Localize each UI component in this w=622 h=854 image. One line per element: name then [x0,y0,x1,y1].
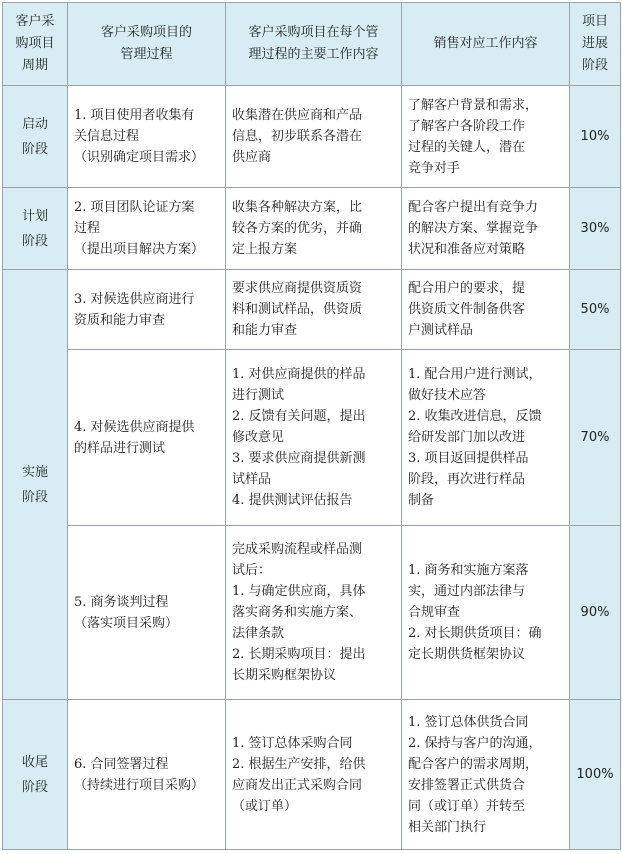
stage-cell-implement: 实施 阶段 [3,270,68,700]
header-progress: 项目 进展 阶段 [570,3,621,86]
stage-cell-close: 收尾 阶段 [3,700,68,850]
header-cycle: 客户采 购项目 周期 [3,3,68,86]
sales-cell: 配合用户的要求，提 供资质文件制备供客 户测试样品 [402,270,570,350]
table-row [3,86,621,188]
progress-cell: 10% [570,86,621,188]
process-cell: 4. 对候选供应商提供 的样品进行测试 [68,350,226,526]
header-sales: 销售对应工作内容 [402,3,570,86]
process-cell: 5. 商务谈判过程 （落实项目采购） [68,526,226,700]
progress-cell: 100% [570,700,621,850]
sales-cell: 1. 配合用户进行测试， 做好技术应答 2. 收集改进信息，反馈 给研发部门加以改进 3. 项目返回提供样品 阶段，再次进行样品 制备 [402,350,570,526]
stage-cell-plan: 计划 阶段 [3,188,68,270]
header-work: 客户采购项目在每个管 理过程的主要工作内容 [226,3,402,86]
sales-cell: 配合客户提出有竞争力 的解决方案、掌握竞争 状况和准备应对策略 [402,188,570,270]
process-cell: 3. 对候选供应商进行 资质和能力审查 [68,270,226,350]
sales-cell: 1. 商务和实施方案落 实，通过内部法律与 合规审查 2. 对长期供货项目：确 定长期供货框架协议 [402,526,570,700]
header-row [3,3,621,86]
work-cell: 1. 对供应商提供的样品 进行测试 2. 反馈有关问题，提出 修改意见 3. 要求供应商提供新测 试样品 4. 提供测试评估报告 [226,350,402,526]
table-row [3,526,621,700]
stage-cell-start: 启动 阶段 [3,86,68,188]
table-row [3,700,621,850]
sales-cell: 1. 签订总体供货合同 2. 保持与客户的沟通， 配合客户的需求周期， 安排签署正式供货合 同（或订单）并转至 相关部门执行 [402,700,570,850]
work-cell: 要求供应商提供资质资 料和测试样品，供资质 和能力审查 [226,270,402,350]
table-row [3,350,621,526]
work-cell: 完成采购流程或样品测 试后： 1. 与确定供应商，具体 落实商务和实施方案、 法律条款 2. 长期采购项目：提出 长期采购框架协议 [226,526,402,700]
progress-cell: 30% [570,188,621,270]
table-row [3,270,621,350]
progress-cell: 70% [570,350,621,526]
process-cell: 6. 合同签署过程 （持续进行项目采购） [68,700,226,850]
header-process: 客户采购项目的 管理过程 [68,3,226,86]
work-cell: 1. 签订总体采购合同 2. 根据生产安排，给供 应商发出正式采购合同 （或订单） [226,700,402,850]
progress-cell: 90% [570,526,621,700]
procurement-table [2,2,621,850]
process-cell: 2. 项目团队论证方案 过程 （提出项目解决方案） [68,188,226,270]
process-cell: 1. 项目使用者收集有 关信息过程 （识别确定项目需求） [68,86,226,188]
table-row [3,188,621,270]
progress-cell: 50% [570,270,621,350]
sales-cell: 了解客户背景和需求， 了解客户各阶段工作 过程的关键人，潜在 竞争对手 [402,86,570,188]
work-cell: 收集潜在供应商和产品 信息，初步联系各潜在 供应商 [226,86,402,188]
work-cell: 收集各种解决方案，比 较各方案的优劣，并确 定上报方案 [226,188,402,270]
